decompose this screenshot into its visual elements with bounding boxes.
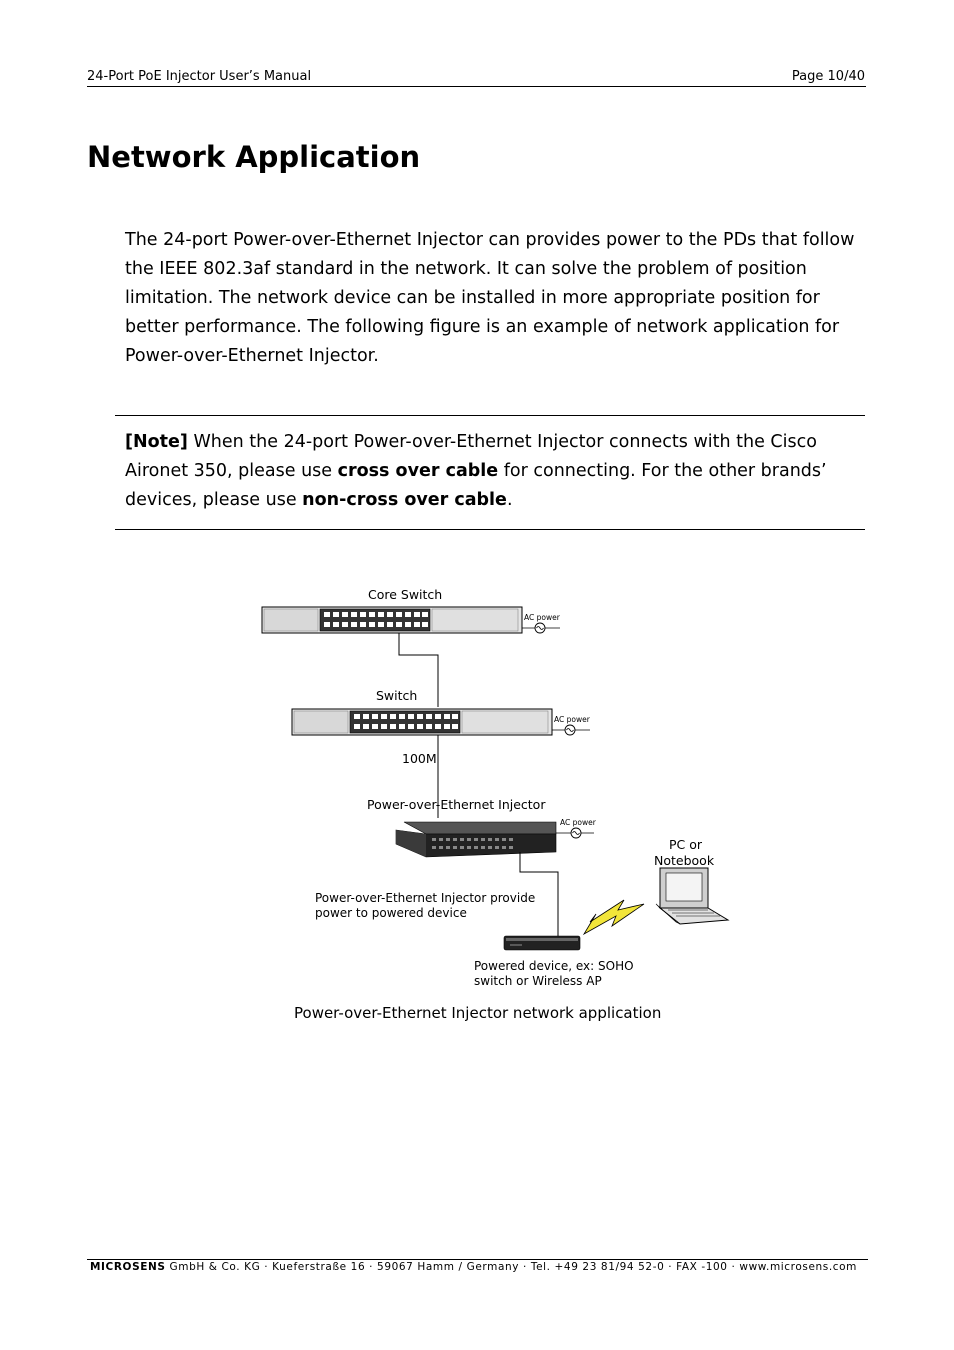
switch-ac-power-label: AC power [554, 715, 590, 724]
core-ac-power-label: AC power [524, 613, 560, 622]
note-text-2: for connecting. For the other brands’ devices, please use [125, 461, 827, 510]
note-tag: [Note] [125, 432, 188, 452]
header-rule [87, 86, 866, 87]
wireless-link-icon [584, 900, 644, 934]
provide-line-1: Power-over-Ethernet Injector provide [315, 891, 536, 905]
header-page-number: Page 10/40 [791, 69, 865, 84]
footer-brand: MICROSENS [90, 1261, 166, 1273]
network-diagram [250, 582, 740, 992]
pc-label-line-2: Notebook [654, 853, 715, 868]
pd-line-1: Powered device, ex: SOHO [474, 959, 634, 973]
core-switch-label: Core Switch [368, 587, 443, 602]
pc-label-line-1: PC or [669, 837, 703, 852]
switch-label: Switch [376, 688, 418, 703]
intro-paragraph: The 24-port Power-over-Ethernet Injector can provides power to the PDs that follow the IEEE 802.3af standard in the network. It can solve the problem of position limitation. The network device can be installed in more appropriate position for better performance. The following figure is an example of network application for Power-over-Ethernet Injector. [125, 230, 855, 366]
injector-ac-power-label: AC power [560, 818, 596, 827]
note-text-1: When the 24-port Power-over-Ethernet Injector connects with the Cisco Aironet 350, please use [125, 432, 817, 481]
note-paragraph [125, 428, 855, 515]
switch-device [292, 709, 552, 735]
note-bottom-rule [115, 529, 865, 530]
injector-label: Power-over-Ethernet Injector [367, 797, 546, 812]
note-text-3: . [506, 490, 513, 510]
core-switch-device [262, 607, 522, 633]
pd-line-2: switch or Wireless AP [474, 974, 602, 988]
note-top-rule [115, 415, 865, 416]
laptop-icon [656, 868, 728, 924]
footer-text: GmbH & Co. KG · Kueferstraße 16 · 59067 Hamm / Germany · Tel. +49 23 81/94 52-0 · FAX -100 · www.microsens.com [165, 1261, 857, 1273]
header-manual-title: 24-Port PoE Injector User’s Manual [87, 69, 312, 84]
speed-label: 100M [402, 751, 437, 766]
note-non-cross-cable: non-cross over cable [302, 490, 507, 510]
poe-injector-device [396, 822, 556, 857]
provide-line-2: power to powered device [315, 906, 467, 920]
figure-caption: Power-over-Ethernet Injector network application [294, 1004, 662, 1022]
footer-rule [87, 1259, 868, 1260]
powered-device [504, 936, 580, 950]
footer [90, 1261, 857, 1273]
note-cross-cable: cross over cable [337, 461, 499, 481]
section-title: Network Application [87, 140, 421, 174]
